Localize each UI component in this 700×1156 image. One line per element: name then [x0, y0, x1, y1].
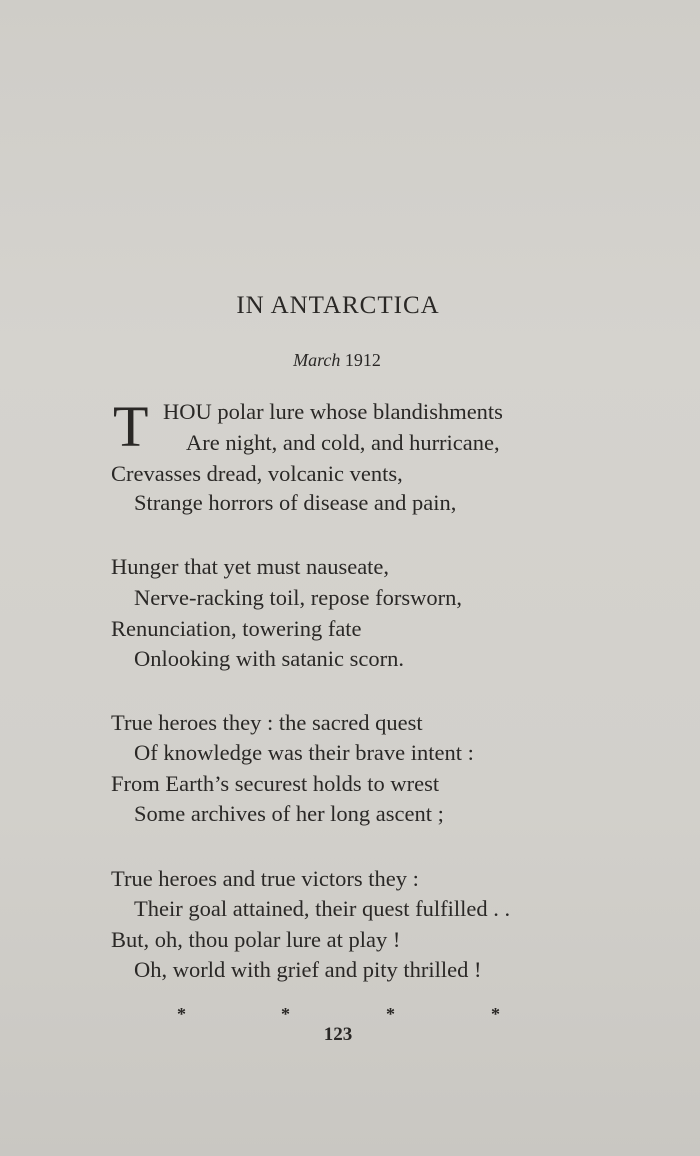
poem-line: Renunciation, towering fate	[111, 616, 362, 641]
poem-line: Their goal attained, their quest fulfilled . .	[134, 896, 511, 921]
poem-title: IN ANTARCTICA	[236, 292, 440, 319]
separator-asterisk: *	[386, 1004, 395, 1024]
poem-line: Oh, world with grief and pity thrilled !	[134, 957, 482, 982]
poem-line: Nerve-racking toil, repose forsworn,	[134, 585, 463, 610]
poem-line: Onlooking with satanic scorn.	[134, 646, 404, 671]
poem-date-year: 1912	[344, 350, 381, 370]
poem-line: Are night, and cold, and hurricane,	[186, 430, 500, 455]
poem-line: True heroes and true victors they :	[111, 866, 419, 891]
separator-asterisk: *	[491, 1004, 500, 1024]
drop-cap: T	[113, 394, 149, 459]
poem-line: Hunger that yet must nauseate,	[111, 554, 390, 579]
poem-line: Of knowledge was their brave intent :	[134, 740, 474, 765]
poem-line: Crevasses dread, volcanic vents,	[111, 461, 403, 486]
separator-asterisk: *	[281, 1004, 290, 1024]
poem-line: HOU polar lure whose blandishments	[163, 399, 503, 424]
page-number: 123	[323, 1024, 353, 1045]
poem-date	[0, 350, 674, 371]
poem-line: But, oh, thou polar lure at play !	[111, 927, 401, 952]
section-separator	[0, 1004, 700, 1024]
poem-line: True heroes they : the sacred quest	[111, 710, 423, 735]
poem-line: From Earth’s securest holds to wrest	[111, 771, 440, 796]
poem-date-month: March	[293, 350, 341, 370]
poem-line: Some archives of her long ascent ;	[134, 801, 444, 826]
separator-asterisk: *	[177, 1004, 186, 1024]
poem-line: Strange horrors of disease and pain,	[134, 490, 457, 515]
